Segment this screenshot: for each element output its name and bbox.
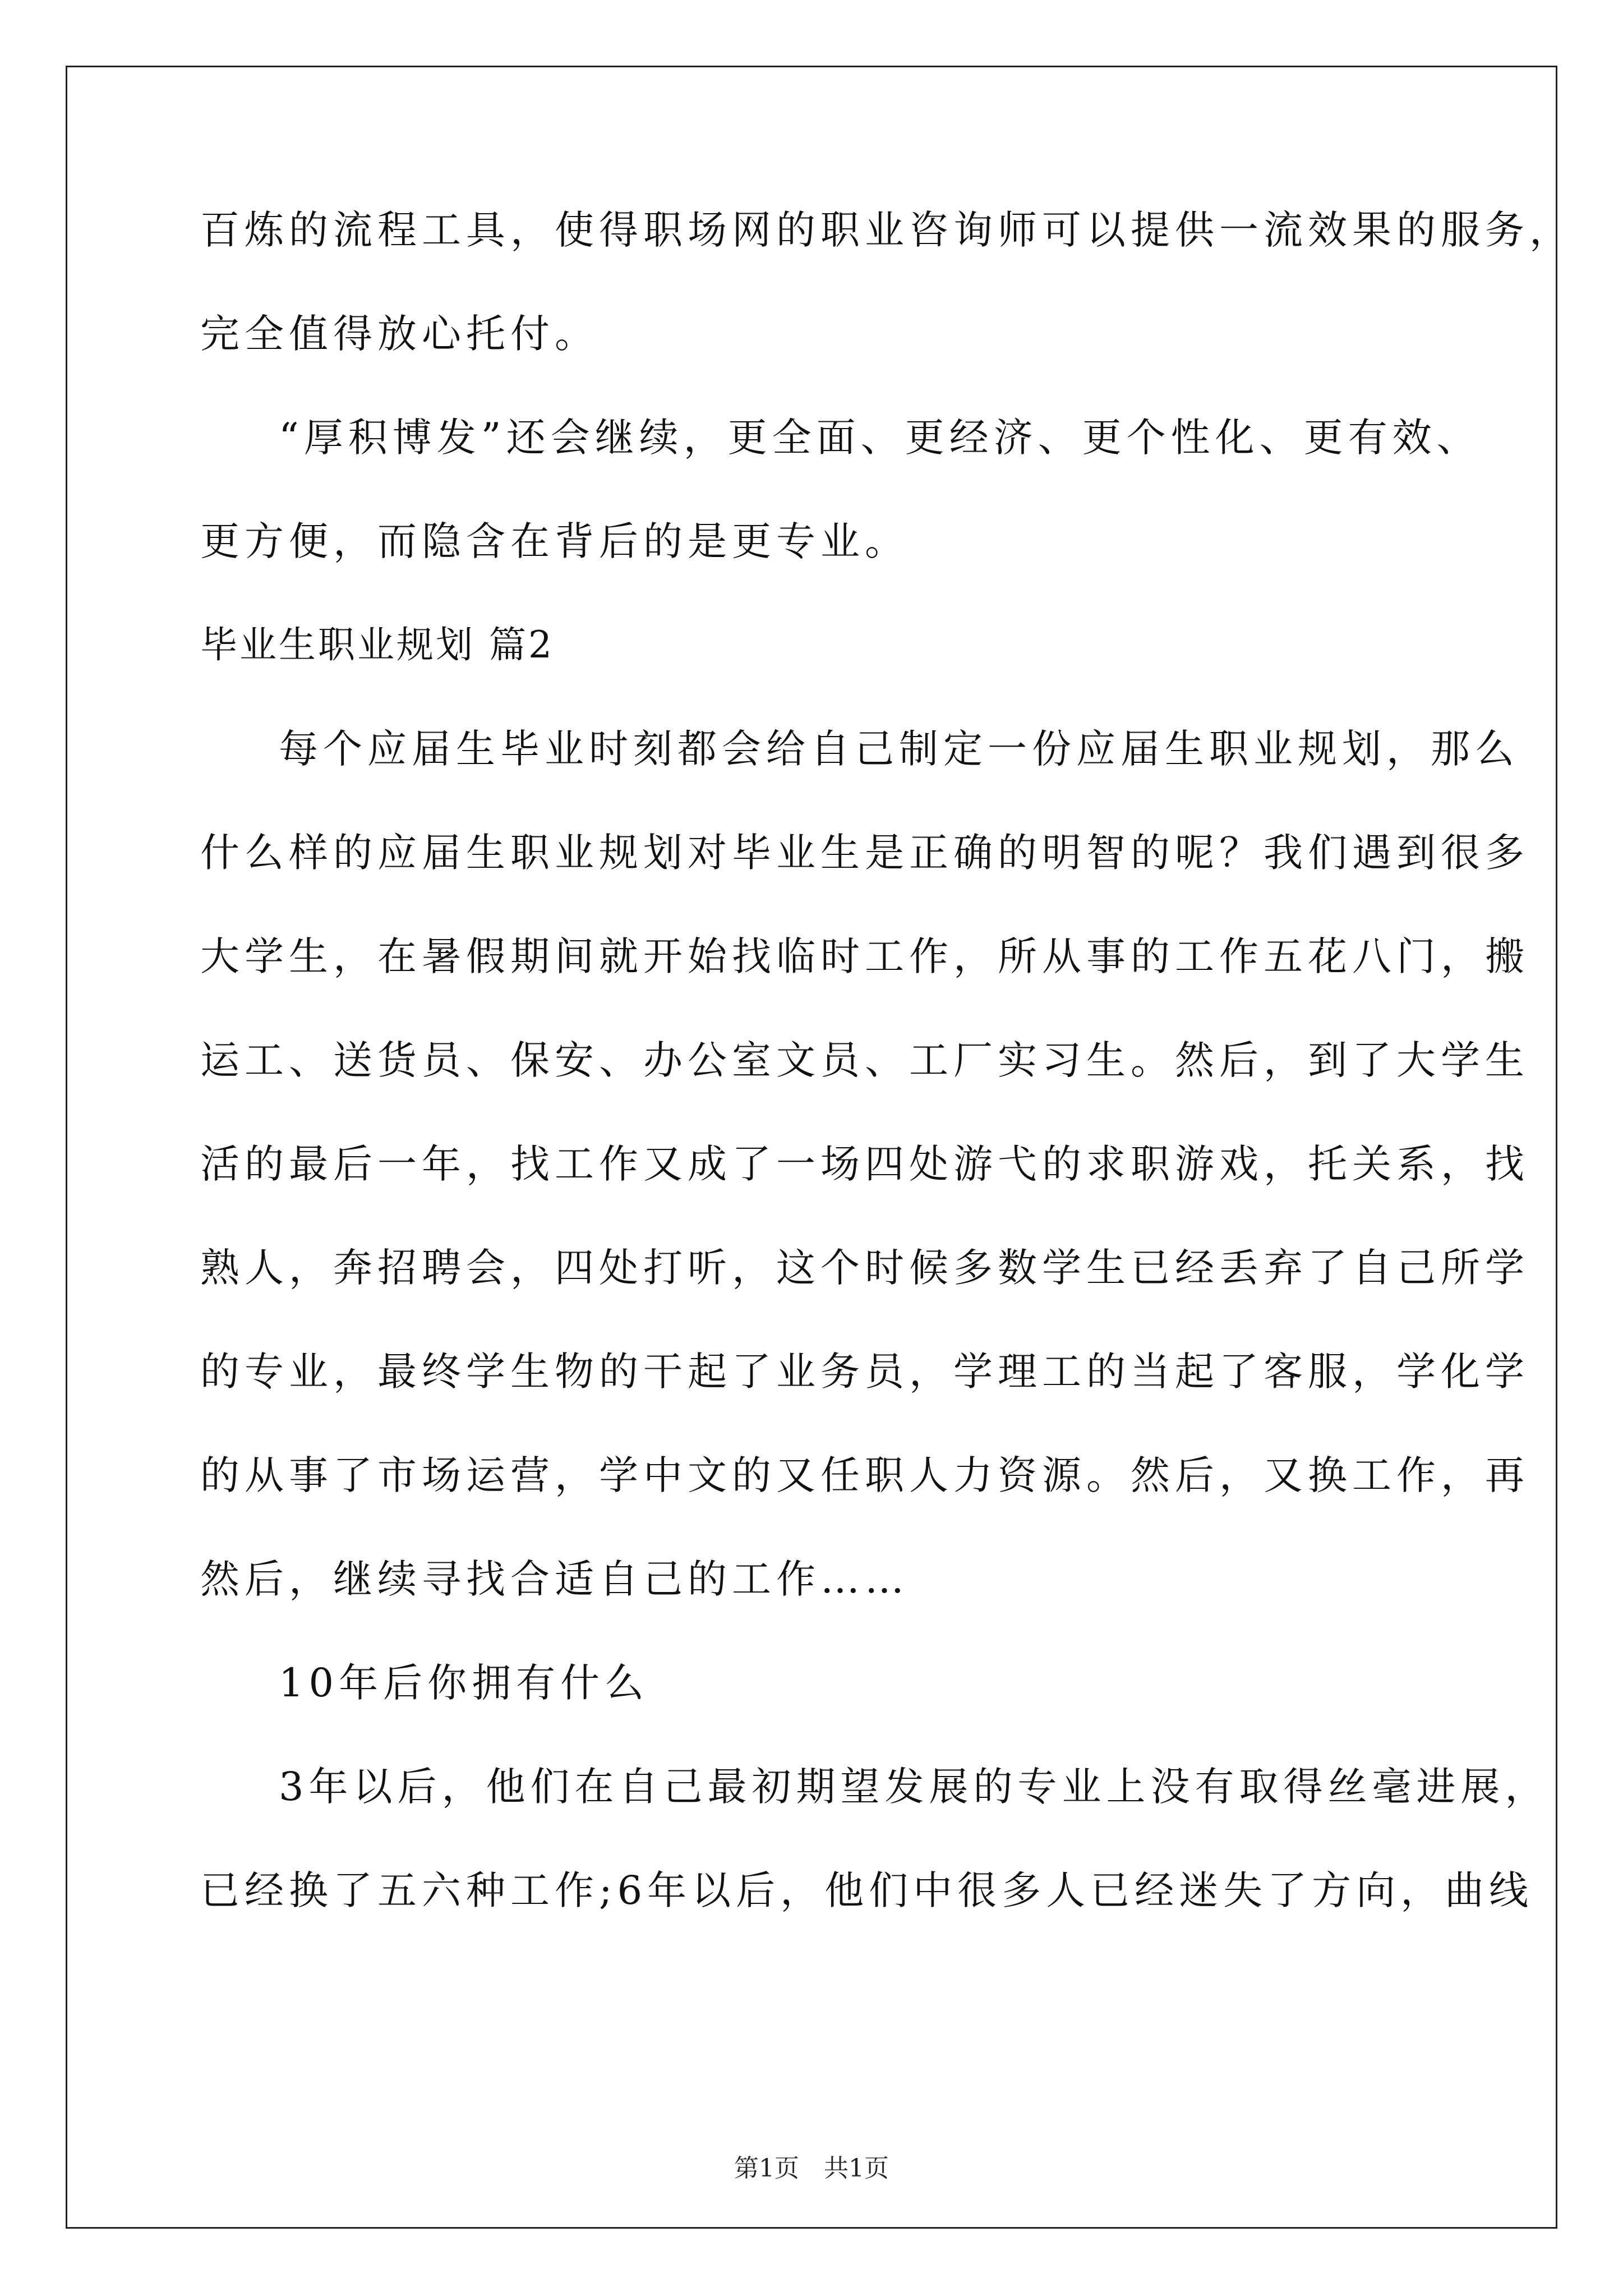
page-footer: 第1页 共1页 (734, 2154, 889, 2183)
text-line: 已经换了五六种工作;6年以后，他们中很多人已经迷失了方向，曲线 (200, 1867, 1534, 1913)
text-line: 运工、送货员、保安、办公室文员、工厂实习生。然后，到了大学生 (200, 1037, 1529, 1083)
text-line: 大学生，在暑假期间就开始找临时工作，所从事的工作五花八门，搬 (200, 933, 1529, 979)
text-line: 百炼的流程工具，使得职场网的职业咨询师可以提供一流效果的服务， (200, 207, 1574, 253)
subheading: 10年后你拥有什么 (279, 1660, 649, 1706)
text-line: 的专业，最终学生物的干起了业务员，学理工的当起了客服，学化学 (200, 1349, 1529, 1395)
text-line: 什么样的应届生职业规划对毕业生是正确的明智的呢？我们遇到很多 (200, 830, 1529, 876)
text-line: 的从事了市场运营，学中文的又任职人力资源。然后，又换工作，再 (200, 1452, 1529, 1498)
text-line: 每个应届生毕业时刻都会给自己制定一份应届生职业规划，那么 (279, 726, 1519, 772)
text-line: 然后，继续寻找合适自己的工作…… (200, 1556, 909, 1602)
text-line: “厚积博发”还会继续，更全面、更经济、更个性化、更有效、 (279, 415, 1481, 461)
text-line: 完全值得放心托付。 (200, 311, 599, 357)
text-line: 活的最后一年，找工作又成了一场四处游弋的求职游戏，托关系，找 (200, 1141, 1529, 1187)
section-heading: 毕业生职业规划 篇2 (200, 623, 554, 666)
text-line: 3年以后，他们在自己最初期望发展的专业上没有取得丝毫进展， (279, 1764, 1550, 1810)
text-line: 更方便，而隐含在背后的是更专业。 (200, 518, 909, 564)
text-line: 熟人，奔招聘会，四处打听，这个时候多数学生已经丢弃了自己所学 (200, 1245, 1529, 1291)
